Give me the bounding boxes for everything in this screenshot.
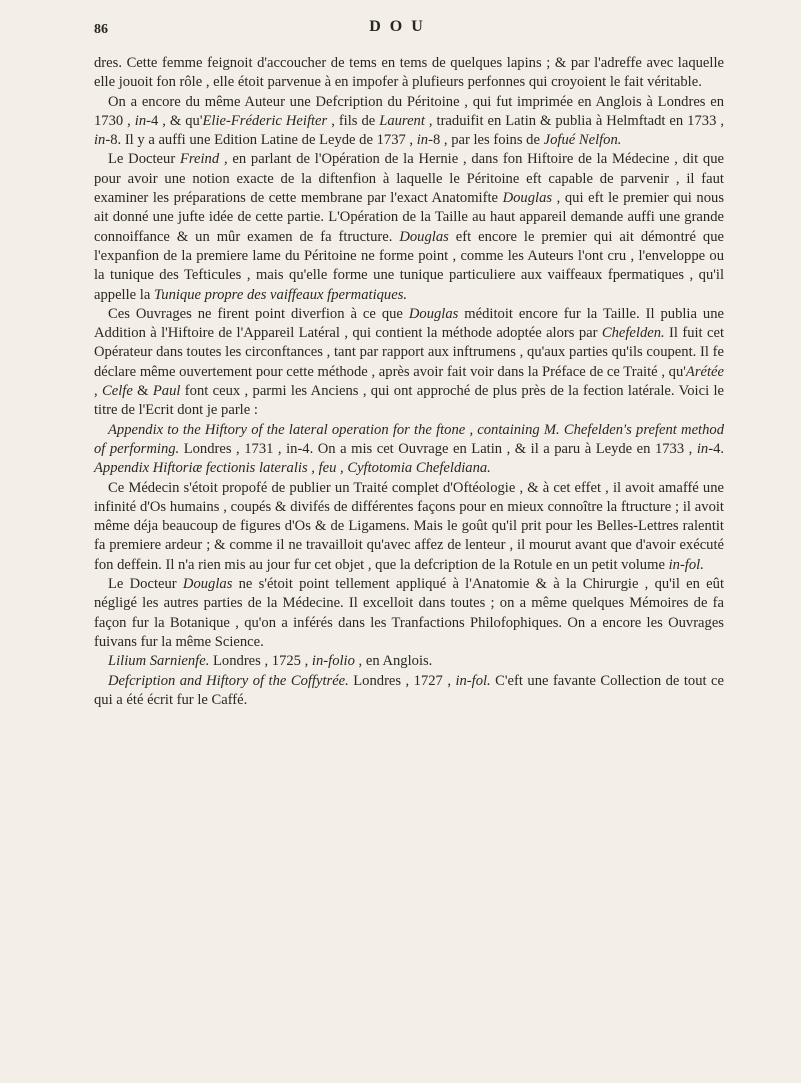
text-run: Ce Médecin s'étoit propofé de publier un Traité complet d'Oftéologie , & à cet effet , il avoit amaffé une infinité d'Os humains , coupés & divifés de différentes façons pour en mieux connoître la ftructure ; il avoit même déja beaucoup de figures d'Os & de Ligamens. Mais le goût qu'il prit pour les Belles-Lettres ralentit fa premiere ardeur ; & comme il ne travailloit qu'avec affez de lenteur , il mourut avant que d'avoir exécuté fon deffein. Il n'a rien mis au jour fur cet objet , que la defcription de la Rotule en un petit volume <box>94 479 724 573</box>
text-run: , <box>94 383 102 400</box>
italic-text: Celfe <box>102 383 133 400</box>
italic-text: in <box>696 440 709 457</box>
italic-text: Freind <box>179 151 220 168</box>
text-run: Il fuit cet Opérateur dans toutes les circonftances , tant par rapport aux inftrumens , qu'aux parties qu'ils coupent. Il fe déclare même ouvertement pour cette méthode , après avoir fait voir dans la Préface de ce Traité , qu' <box>94 325 724 380</box>
text-run: eft encore le premier qui ait démontré que l'expanfion de la premiere lame du Péritoine ne forme point , comme les Auteurs l'ont cru , l'enveloppe ou la tunique des Tefticules , mais qu'elle forme une tunique particuliere aux vaiffeaux fpermatiques , qu'il appelle la <box>94 228 724 303</box>
text-run: -8. Il y a auffi une Edition Latine de Leyde de 1737 , <box>105 132 417 149</box>
italic-text: Tunique propre des vaiffeaux fpermatiques. <box>153 286 408 303</box>
text-run: Ces Ouvrages ne firent point diverfion à ce que <box>108 305 409 322</box>
italic-text: Lilium Sarnienfe. <box>108 653 210 670</box>
paragraph <box>94 479 724 575</box>
italic-text: Chefelden. <box>601 325 665 342</box>
text-run: dres. Cette femme feignoit d'accoucher de tems en tems de quelques lapins ; & par l'adreffe avec laquelle elle jouoit fon rôle , elle étoit parvenue à en impofer à plufieurs perfonnes qui croyoient le fait véritable. <box>94 55 724 91</box>
paragraph <box>94 305 724 421</box>
paragraph <box>94 54 724 93</box>
italic-text: in <box>416 132 429 149</box>
text-run: Londres , 1727 , <box>348 672 456 689</box>
italic-text: in <box>134 112 147 129</box>
italic-text: Laurent <box>379 112 425 129</box>
text-run: Londres , 1725 , <box>209 653 312 670</box>
italic-text: in-fol. <box>668 556 704 573</box>
page-number: 86 <box>94 22 108 37</box>
text-run: , fils de <box>327 112 380 129</box>
italic-text: Douglas <box>182 576 233 593</box>
italic-text: in-fol. <box>455 672 491 689</box>
page-header <box>0 16 801 42</box>
italic-text: Elie-Fréderic Heifter <box>202 112 328 129</box>
italic-text: Appendix Hiftoriæ fectionis lateralis , feu , Cyftotomia Chefeldiana. <box>94 460 491 477</box>
italic-text: Arétée <box>685 363 724 380</box>
italic-text: Douglas <box>408 305 459 322</box>
paragraph <box>94 672 724 711</box>
italic-text: Defcription and Hiftory of the Coffytrée. <box>108 672 349 689</box>
text-run: , qui eft le premier qui nous ait donné une jufte idée de cette partie. L'Opération de la Taille au haut appareil demande auffi une grande connoiffance & un mûr examen de fa ftructure. <box>94 190 724 245</box>
text-run: C'eft une favante Collection de tout ce qui a été écrit fur le Caffé. <box>94 672 724 708</box>
paragraph <box>94 575 724 652</box>
italic-text: in-folio <box>311 653 355 670</box>
text-run: -8 , par les foins de <box>428 132 544 149</box>
italic-text: Douglas <box>502 190 553 207</box>
italic-text: Douglas <box>399 228 449 245</box>
running-head: DOU <box>369 18 432 35</box>
text-run: Le Docteur <box>108 576 183 593</box>
italic-text: Jofué Nelfon. <box>543 132 622 149</box>
text-run: Le Docteur <box>108 151 180 168</box>
paragraph <box>94 93 724 151</box>
text-run: , en Anglois. <box>354 653 433 670</box>
text-run: ne s'étoit point tellement appliqué à l'Anatomie & à la Chirurgie , qu'il en eût négligé les autres parties de la Médecine. Il excelloit dans toutes ; on a même quelques Mémoires de fa façon fur la Botanique , qu'on a inférés dans les Tranfactions Philofophiques. On a encore les Ouvrages fuivans fur la même Science. <box>94 576 724 650</box>
paragraph <box>94 421 724 479</box>
body-text <box>94 54 724 710</box>
paragraph <box>94 652 724 671</box>
italic-text: Paul <box>152 383 181 400</box>
italic-text: in <box>94 132 106 149</box>
italic-text: Appendix to the Hiftory of the lateral operation for the ftone , containing M. Chefelden's prefent method of performing. <box>94 421 724 457</box>
text-run: , en parlant de l'Opération de la Hernie , dans fon Hiftoire de la Médecine , dit que pour avoir une notion exacte de la diftenfion à laquelle le Péritoine eft capable de parvenir , il faut examiner les préparations de cette membrane par l'exact Anatomifte <box>94 151 724 207</box>
text-run: -4. <box>708 440 725 457</box>
paragraph <box>94 150 724 304</box>
text-run: , traduifit en Latin & publia à Helmftadt en 1733 , <box>424 112 724 129</box>
text-run: On a encore du même Auteur une Defcription du Péritoine , qui fut imprimée en Anglois à Londres en 1730 , <box>94 93 724 129</box>
text-run: méditoit encore fur la Taille. Il publia une Addition à l'Hiftoire de l'Appareil Latéral , qui contient la méthode adoptée alors par <box>94 305 724 342</box>
text-run: & <box>132 383 153 400</box>
text-run: font ceux , parmi les Anciens , qui ont approché de plus près de la fection latérale. Voici le titre de l'Ecrit dont je parle : <box>94 383 724 419</box>
text-run: -4 , & qu' <box>146 112 203 129</box>
text-run: Londres , 1731 , in-4. On a mis cet Ouvrage en Latin , & il a paru à Leyde en 1733 , <box>179 440 697 457</box>
